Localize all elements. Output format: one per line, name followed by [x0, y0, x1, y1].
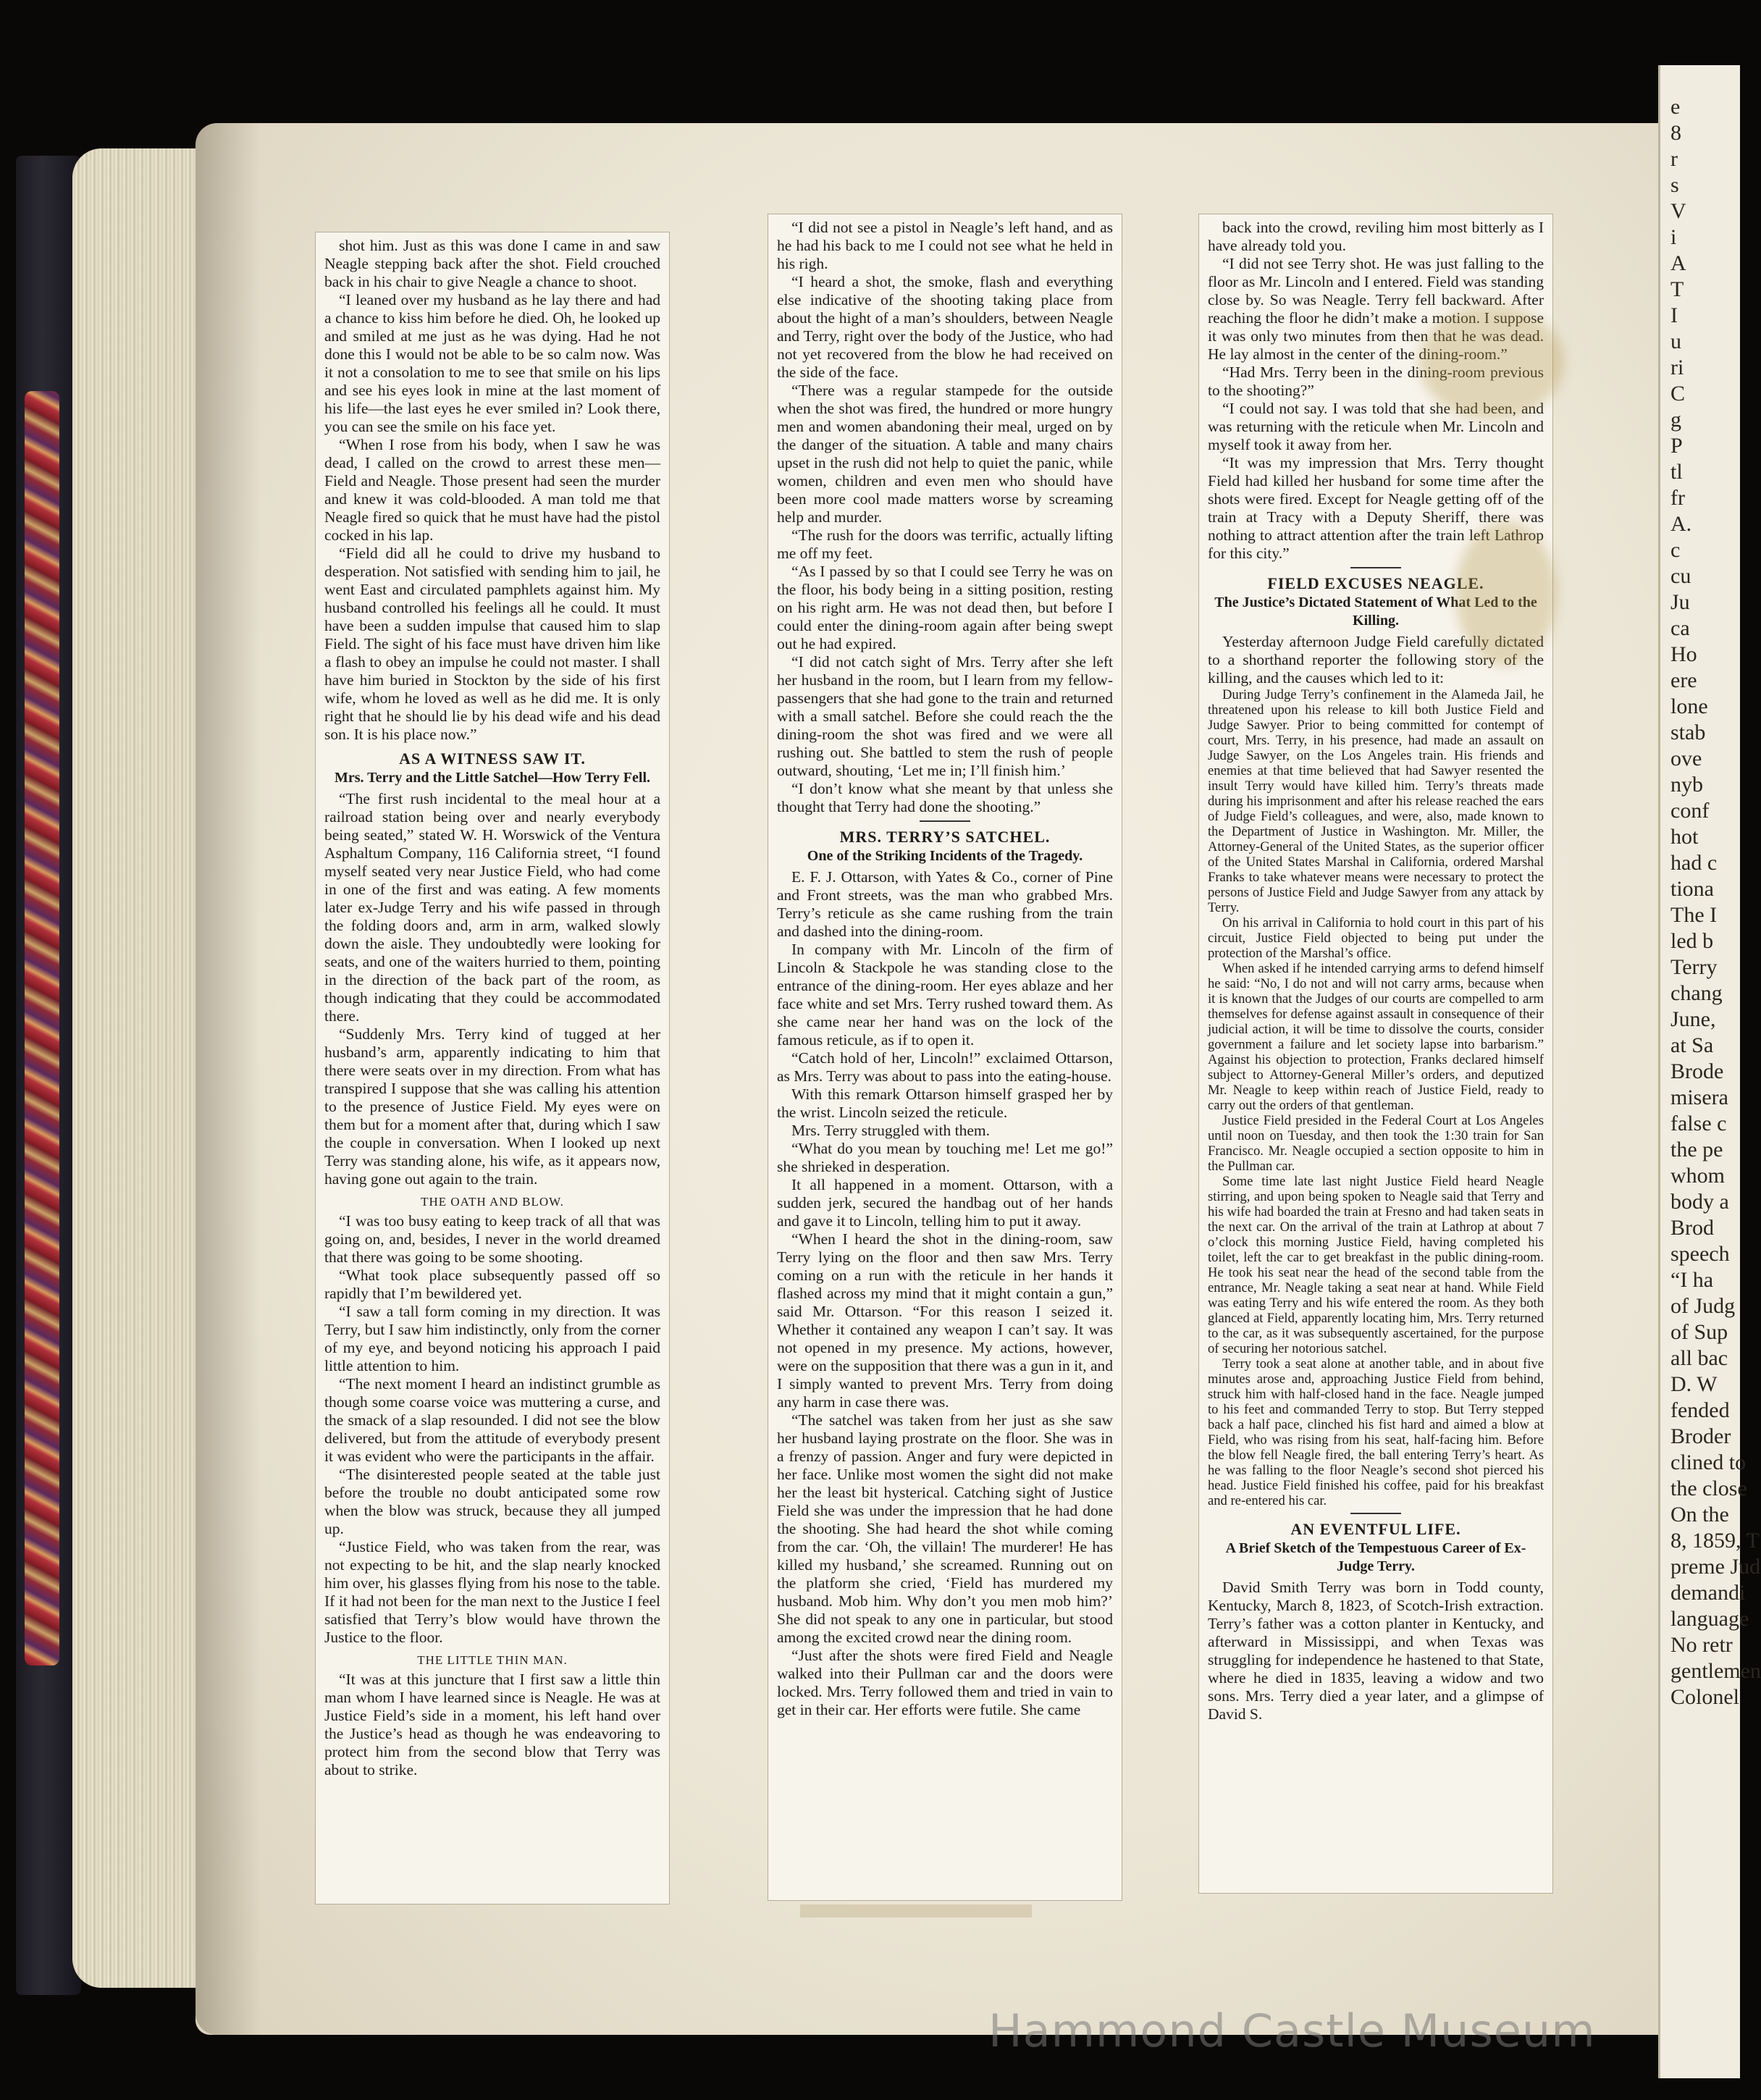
paragraph: On his arrival in California to hold court in this part of his circuit, Justice Field objected to being put under the protection of the Marshal’s office. [1208, 915, 1544, 961]
facing-page-fragment: P [1670, 434, 1683, 458]
facing-page-fragment: at Sa [1670, 1033, 1714, 1057]
facing-page [1658, 65, 1761, 2078]
paragraph: “When I rose from his body, when I saw he was dead, I called on the crowd to arrest these men—Field and Neagle. Those present had seen the murder and knew it was cold-blooded. A man told me that Neagle fired so quick that he must have had the pistol cocked in his lap. [324, 436, 660, 544]
facing-page-fragment: fr [1670, 486, 1685, 510]
clipping-column-2 [768, 214, 1122, 1901]
facing-page-fragment: lone [1670, 694, 1708, 718]
paper-tab [800, 1904, 1032, 1918]
paragraph: It all happened in a moment. Ottarson, with a sudden jerk, secured the handbag out of her hands and gave it to Lincoln, telling him to put it away. [777, 1176, 1113, 1230]
paragraph: “I saw a tall form coming in my direction. It was Terry, but I saw him indistinctly, only from the corner of my eye, and beyond noticing his approach I paid little attention to him. [324, 1303, 660, 1374]
paragraph: “I did not catch sight of Mrs. Terry after she left her husband in the room, but I learn from my fellow-passengers that she had gone to the train and returned with a small satchel. Before she could reach the the dining-room the shot was fired and we were all rushing out. She battled to stem the rush of people outward, shouting, ‘Let me in; I’ll finish him.’ [777, 653, 1113, 779]
section-little-thin-man: THE LITTLE THIN MAN. [417, 1653, 568, 1667]
divider-rule [1350, 1513, 1401, 1514]
gutter-shadow [196, 123, 261, 2035]
heading-mrs-terrys-satchel: MRS. TERRY’S SATCHEL. [839, 828, 1051, 846]
paragraph: shot him. Just as this was done I came in and saw Neagle stepping back after the shot. Field crouched back in his chair to give Neagle a chance to shoot. [324, 237, 660, 290]
facing-page-fragment: the close [1670, 1477, 1747, 1500]
facing-page-fragment: Brode [1670, 1059, 1724, 1083]
paragraph: “I leaned over my husband as he lay there and had a chance to kiss him before he died. Oh, he looked up and smiled at me just as he was dying. Had he not done this I would not be able to be so calm now. Was it not a consolation to me to see that smile on his lips and see his eyes look in mine at the last moment of his life—the last eyes he ever smiled in? Look there, you can see the smile on his face yet. [324, 291, 660, 435]
facing-page-fragment: T [1670, 277, 1684, 301]
divider-rule [1350, 567, 1401, 568]
paragraph: “What do you mean by touching me! Let me go!” she shrieked in desperation. [777, 1140, 1113, 1175]
facing-page-fragment: c [1670, 538, 1681, 562]
facing-page-fragment: cu [1670, 564, 1691, 588]
subheading-dictated-statement: The Justice’s Dictated Statement of What Led to the Killing. [1214, 595, 1537, 629]
facing-page-fragment: The I [1670, 903, 1718, 927]
paragraph: “The next moment I heard an indistinct grumble as though some coarse voice was muttering a curse, and the smack of a slap resounded. I did not see the blow delivered, but from the attitude of everybody present it was evident who were the participants in the affair. [324, 1375, 660, 1465]
facing-page-fragment: ove [1670, 747, 1702, 770]
facing-page-fragment: No retr [1670, 1633, 1733, 1657]
facing-page-fragment: i [1670, 225, 1677, 249]
heading-as-a-witness: AS A WITNESS SAW IT. [399, 749, 586, 768]
paragraph: With this remark Ottarson himself grasped her by the wrist. Lincoln seized the reticule. [777, 1085, 1113, 1121]
facing-page-fragment: V [1670, 199, 1686, 223]
paragraph: “I could not say. I was told that she had been, and was returning with the reticule when Mr. Lincoln and myself took it away from her. [1208, 400, 1544, 453]
heading-field-excuses-neagle: FIELD EXCUSES NEAGLE. [1267, 574, 1484, 592]
facing-page-fragment: g [1670, 408, 1681, 432]
clipping-column-3 [1198, 214, 1553, 1894]
paragraph: “The rush for the doors was terrific, actually lifting me off my feet. [777, 526, 1113, 562]
facing-page-fragment: stab [1670, 721, 1706, 744]
paragraph: “I did not see Terry shot. He was just falling to the floor as Mr. Lincoln and I entered. Field was standing close by. So was Neagle. Terry fell backward. After reaching the floor he didn’t make a motion. I suppose it was only two minutes from then that he was dead. He lay almost in the center of the dining-room.” [1208, 255, 1544, 363]
facing-page-fragment: r [1670, 147, 1678, 171]
paragraph: David Smith Terry was born in Todd county, Kentucky, March 8, 1823, of Scotch-Irish extraction. Terry’s father was a cotton planter in Kentucky, and afterward in Mississippi, and when Texas was struggling for independence he hastened to that State, where he died in 1835, leaving a widow and two sons. Mrs. Terry died a year later, and a glimpse of David S. [1208, 1579, 1544, 1723]
paragraph: In company with Mr. Lincoln of the firm of Lincoln & Stackpole he was standing close to the entrance of the dining-room. Her eyes ablaze and her face white and set Mrs. Terry rushed toward them. As she came near her hand was on the lock of the famous reticule, as if to open it. [777, 941, 1113, 1049]
heading-an-eventful-life: AN EVENTFUL LIFE. [1290, 1520, 1461, 1538]
paragraph: “Justice Field, who was taken from the rear, was not expecting to be hit, and the slap nearly knocked him over, his glasses flying from his nose to the table. If it had not been for the man next to the Justice I feel satisfied that Terry’s blow would have thrown the Justice to the floor. [324, 1538, 660, 1646]
facing-page-fragment: speech [1670, 1242, 1730, 1266]
facing-page-fragment: of Judg [1670, 1294, 1736, 1318]
facing-page-fragment: conf [1670, 799, 1710, 823]
facing-page-fragment: C [1670, 382, 1686, 406]
paragraph: “Had Mrs. Terry been in the dining-room previous to the shooting?” [1208, 364, 1544, 399]
paragraph: “When I heard the shot in the dining-room, saw Terry lying on the floor and then saw Mrs. Terry coming on a run with the reticule in her hands it flashed across my mind that it might contain a gun,” said Mr. Ottarson. “For this reason I seized it. Whether it contained any weapon I can’t say. It was not opened in my presence. My actions, however, were on the supposition that there was a gun in it, and I simply wanted to prevent Mrs. Terry from doing any harm in case there was. [777, 1230, 1113, 1411]
facing-page-fragment: Brod [1670, 1216, 1714, 1240]
facing-page-fragment: nyb [1670, 773, 1703, 797]
facing-page-fragment: hot [1670, 825, 1699, 849]
facing-page-fragment: chang [1670, 981, 1723, 1005]
paragraph: E. F. J. Ottarson, with Yates & Co., corner of Pine and Front streets, was the man who grabbed Mrs. Terry’s reticule as she came rushing from the train and dashed into the dining-room. [777, 868, 1113, 940]
facing-page-fragment: Ju [1670, 590, 1690, 614]
museum-watermark: Hammond Castle Museum [988, 2004, 1596, 2057]
paragraph: “There was a regular stampede for the outside when the shot was fired, the hundred or more hungry men and women abandoning their meal, urged on by the danger of the situation. A table and many chairs upset in the rush did not help to quiet the panic, while women, children and even men who should have been more cool made matters worse by screaming help and murder. [777, 382, 1113, 526]
facing-page-fragment: D. W [1670, 1372, 1718, 1396]
paragraph: “Catch hold of her, Lincoln!” exclaimed Ottarson, as Mrs. Terry was about to pass into the eating-house. [777, 1049, 1113, 1085]
paragraph: Some time late last night Justice Field heard Neagle stirring, and upon being spoken to Neagle said that Terry and his wife had boarded the train at Fresno and had taken seats in the next car. On the arrival of the train at Lathrop at about 7 o’clock this morning Justice Field, having completed his toilet, left the car to get breakfast in the public dining-room. He took his seat near the head of the second table from the entrance, Mr. Neagle taking a seat near at hand. While Field was eating Terry and his wife entered the room. As they both glanced at Field, apparently locating him, Mrs. Terry returned to the car, as it was subsequently ascertained, for the purpose of securing her notorious satchel. [1208, 1174, 1544, 1356]
paragraph: “I don’t know what she meant by that unless she thought that Terry had done the shooting.” [777, 780, 1113, 815]
facing-page-fragment: language [1670, 1607, 1749, 1631]
paper-stain [1455, 521, 1557, 666]
section-oath-and-blow: THE OATH AND BLOW. [421, 1195, 564, 1209]
facing-page-fragment: On the [1670, 1503, 1729, 1526]
paragraph: Terry took a seat alone at another table, and in about five minutes arose and, approaching Justice Field from behind, struck him with half-closed hand in the face. Neagle jumped to his feet and commanded Terry to stop. But Terry stepped back a half pace, clinched his fist hard and aimed a blow at Field, who was rising from his seat, half-facing him. Before the blow fell Neagle fired, the ball entering Terry’s heart. As he was falling to the floor Neagle’s second shot pierced his head. Justice Field finished his coffee, paid for his breakfast and re-entered his car. [1208, 1356, 1544, 1508]
paragraph: “Suddenly Mrs. Terry kind of tugged at her husband’s arm, apparently indicating to him that there were seats over in my direction. From what has transpired I suppose that she was calling his attention to the presence of Justice Field. My eyes were on them but for a moment after that, during which I saw the couple in conversation. When I looked up next Terry was standing alone, his wife, as it appears now, having gone out again to the train. [324, 1025, 660, 1188]
paragraph: “The satchel was taken from her just as she saw her husband laying prostrate on the floor. She was in a frenzy of passion. Anger and fury were depicted in her face. Unlike most women the sight did not make her the least bit hysterical. Catching sight of Justice Field she was under the impression that he had done the shooting. She had heard the shot while coming from the car. ‘Oh, the villain! The murderer! He has killed my husband,’ she screamed. Running out on the platform she cried, ‘Field has murdered my husband. Mob him. Why don’t you men mob him?’ She did not speak to any one in particular, but stood among the excited crowd near the dining room. [777, 1411, 1113, 1646]
facing-page-fragment: led b [1670, 929, 1714, 953]
subheading-striking-incidents: One of the Striking Incidents of the Tragedy. [807, 848, 1083, 864]
intro-paragraph: Yesterday afternoon Judge Field carefully dictated to a shorthand reporter the following story of the killing, and the causes which led to it: [1208, 633, 1544, 686]
facing-page-fragment: of Sup [1670, 1320, 1728, 1344]
facing-page-fragment: Terry [1670, 955, 1718, 979]
facing-page-fragment: u [1670, 329, 1681, 353]
facing-page-fragment: clined to [1670, 1450, 1747, 1474]
facing-page-fragment: 8, 1859, T [1670, 1529, 1760, 1553]
paragraph: “It was at this juncture that I first saw a little thin man whom I have learned since is Neagle. He was at Justice Field’s side in a moment, his left hand over the Justice’s head as though he was endeavoring to protect him from the second blow that Terry was about to strike. [324, 1671, 660, 1778]
facing-page-fragment: ere [1670, 668, 1697, 692]
paragraph: “Just after the shots were fired Field and Neagle walked into their Pullman car and the doors were locked. Mrs. Terry followed them and tried in vain to get in their car. Her efforts were futile. She came [777, 1647, 1113, 1718]
paragraph: “The disinterested people seated at the table just before the trouble no doubt anticipated some row when the blow was struck, because they all jumped up. [324, 1466, 660, 1537]
paragraph: Mrs. Terry struggled with them. [791, 1122, 990, 1139]
paragraph: “I heard a shot, the smoke, flash and everything else indicative of the shooting taking place from about the hight of a man’s shoulders, between Neagle and Terry, right over the body of the Justice, who had not yet recovered from the blow he had received on the side of the face. [777, 273, 1113, 381]
paragraph: During Judge Terry’s confinement in the Alameda Jail, he threatened upon his release to kill both Justice Field and Judge Sawyer. Prior to being committed for contempt of court, Mrs. Terry, in his presence, had made an assault on Judge Sawyer, on the Los Angeles train. His friends and enemies at that time believed that had Sawyer resented the insult Terry would have killed him. Terry’s threats made during his imprisonment and after his release reached the ears of Judge Field’s colleagues, and were, also, made known to the Department of Justice in Washington. Mr. Miller, the Attorney-General of the United States, as the superior officer of the United States Marshal in California, ordered Marshal Franks to take whatever means were necessary to protect the persons of Justice Field and Judge Sawyer from any attack by Terry. [1208, 687, 1544, 915]
marbled-spine [25, 391, 59, 1666]
divider-rule [920, 820, 970, 822]
paragraph: Justice Field presided in the Federal Court at Los Angeles until noon on Tuesday, and then took the 1:30 train for San Francisco. Mr. Neagle occupied a section opposite to him in the Pullman car. [1208, 1113, 1544, 1174]
facing-page-fragment: June, [1670, 1007, 1716, 1031]
facing-page-fragment: Ho [1670, 642, 1697, 666]
facing-page-fragment: Broder [1670, 1424, 1731, 1448]
facing-page-text [1660, 65, 1761, 1710]
facing-page-fragment: fended [1670, 1398, 1730, 1422]
facing-page-fragment: 8 [1670, 121, 1681, 145]
paragraph: “I was too busy eating to keep track of all that was going on, and, besides, I never in the world dreamed that there was going to be some shooting. [324, 1212, 660, 1266]
paragraph: back into the crowd, reviling him most bitterly as I have already told you. [1208, 219, 1544, 254]
facing-page-fragment: had c [1670, 851, 1718, 875]
facing-page-fragment: tl [1670, 460, 1683, 484]
facing-page-fragment: ca [1670, 616, 1690, 640]
paper-stain [1419, 304, 1564, 420]
facing-page-fragment: gentlemen [1670, 1659, 1761, 1683]
facing-page-fragment: s [1670, 173, 1679, 197]
clipping-column-1 [315, 232, 670, 1904]
paragraph: “As I passed by so that I could see Terry he was on the floor, his body being in a sitting position, resting on his right arm. He was not dead then, but before I could enter the dining-room again after being swept out he had expired. [777, 563, 1113, 652]
facing-page-fragment: the pe [1670, 1138, 1723, 1162]
facing-page-fragment: A [1670, 251, 1686, 275]
paragraph: “What took place subsequently passed off so rapidly that I’m bewildered yet. [324, 1267, 660, 1302]
subheading-satchel: Mrs. Terry and the Little Satchel—How Terry Fell. [334, 770, 651, 786]
facing-page-fragment: tiona [1670, 877, 1714, 901]
facing-page-fragment: ri [1670, 356, 1684, 379]
paragraph: “I did not see a pistol in Neagle’s left hand, and as he had his back to me I could not see what he held in his righ. [777, 219, 1113, 272]
paragraph: “It was my impression that Mrs. Terry thought Field had killed her husband for some time after the shots were fired. Except for Neagle getting off of the train at Tracy with a Deputy Sheriff, there was nothing to attract attention after the train left Lathrop for this city.” [1208, 454, 1544, 562]
facing-page-fragment: all bac [1670, 1346, 1728, 1370]
facing-page-fragment: “I ha [1670, 1268, 1714, 1292]
facing-page-fragment: body a [1670, 1190, 1729, 1214]
paragraph: “The first rush incidental to the meal hour at a railroad station being over and nearly everybody being seated,” stated W. H. Worswick of the Ventura Asphaltum Company, 116 California street, “I found myself seated very near Justice Field, who had come in one of the first and was eating. A few moments later ex-Judge Terry and his wife passed in through the folding doors and, arm in arm, walked slowly down the aisle. They undoubtedly were looking for seats, and one of the waiters hurried to them, pointing in the direction of the back part of the room, as though indicating that they could be accommodated there. [324, 790, 660, 1025]
paragraph: When asked if he intended carrying arms to defend himself he said: “No, I do not and will not carry arms, because when it is known that the Judges of our courts are compelled to arm themselves for defense against assault in consequence of their judicial action, it will be time to dissolve the courts, consider government a failure and let society lapse into barbarism.” Against his objection to protection, Franks declared himself subject to Attorney-General Miller’s orders, and deputized Mr. Neagle to keep within reach of Justice Field, ready to carry out the orders of that gentleman. [1208, 961, 1544, 1113]
facing-page-fragment: misera [1670, 1085, 1728, 1109]
paragraph: “Field did all he could to drive my husband to desperation. Not satisfied with sending him to jail, he went East and circulated pamphlets against him. My husband controlled his feelings all he could. It must have been a sudden impulse that caused him to slap Field. The sight of his face must have driven him like a flash to obey an impulse he could not master. I shall have him buried in Stockton by the side of his first wife, whom he loved as well as he did me. It is only right that he should lie by his dead wife and his dead son. It is his place now.” [324, 545, 660, 743]
facing-page-fragment: whom [1670, 1164, 1725, 1188]
subheading-brief-sketch: A Brief Sketch of the Tempestuous Career of Ex-Judge Terry. [1225, 1540, 1526, 1574]
facing-page-fragment: e [1670, 95, 1681, 119]
facing-page-fragment: false c [1670, 1112, 1727, 1135]
facing-page-fragment: A. [1670, 512, 1692, 536]
facing-page-fragment: preme Jud [1670, 1555, 1761, 1579]
facing-page-fragment: I [1670, 303, 1678, 327]
facing-page-fragment: Colonel [1670, 1685, 1739, 1709]
facing-page-fragment: demandi [1670, 1581, 1746, 1605]
